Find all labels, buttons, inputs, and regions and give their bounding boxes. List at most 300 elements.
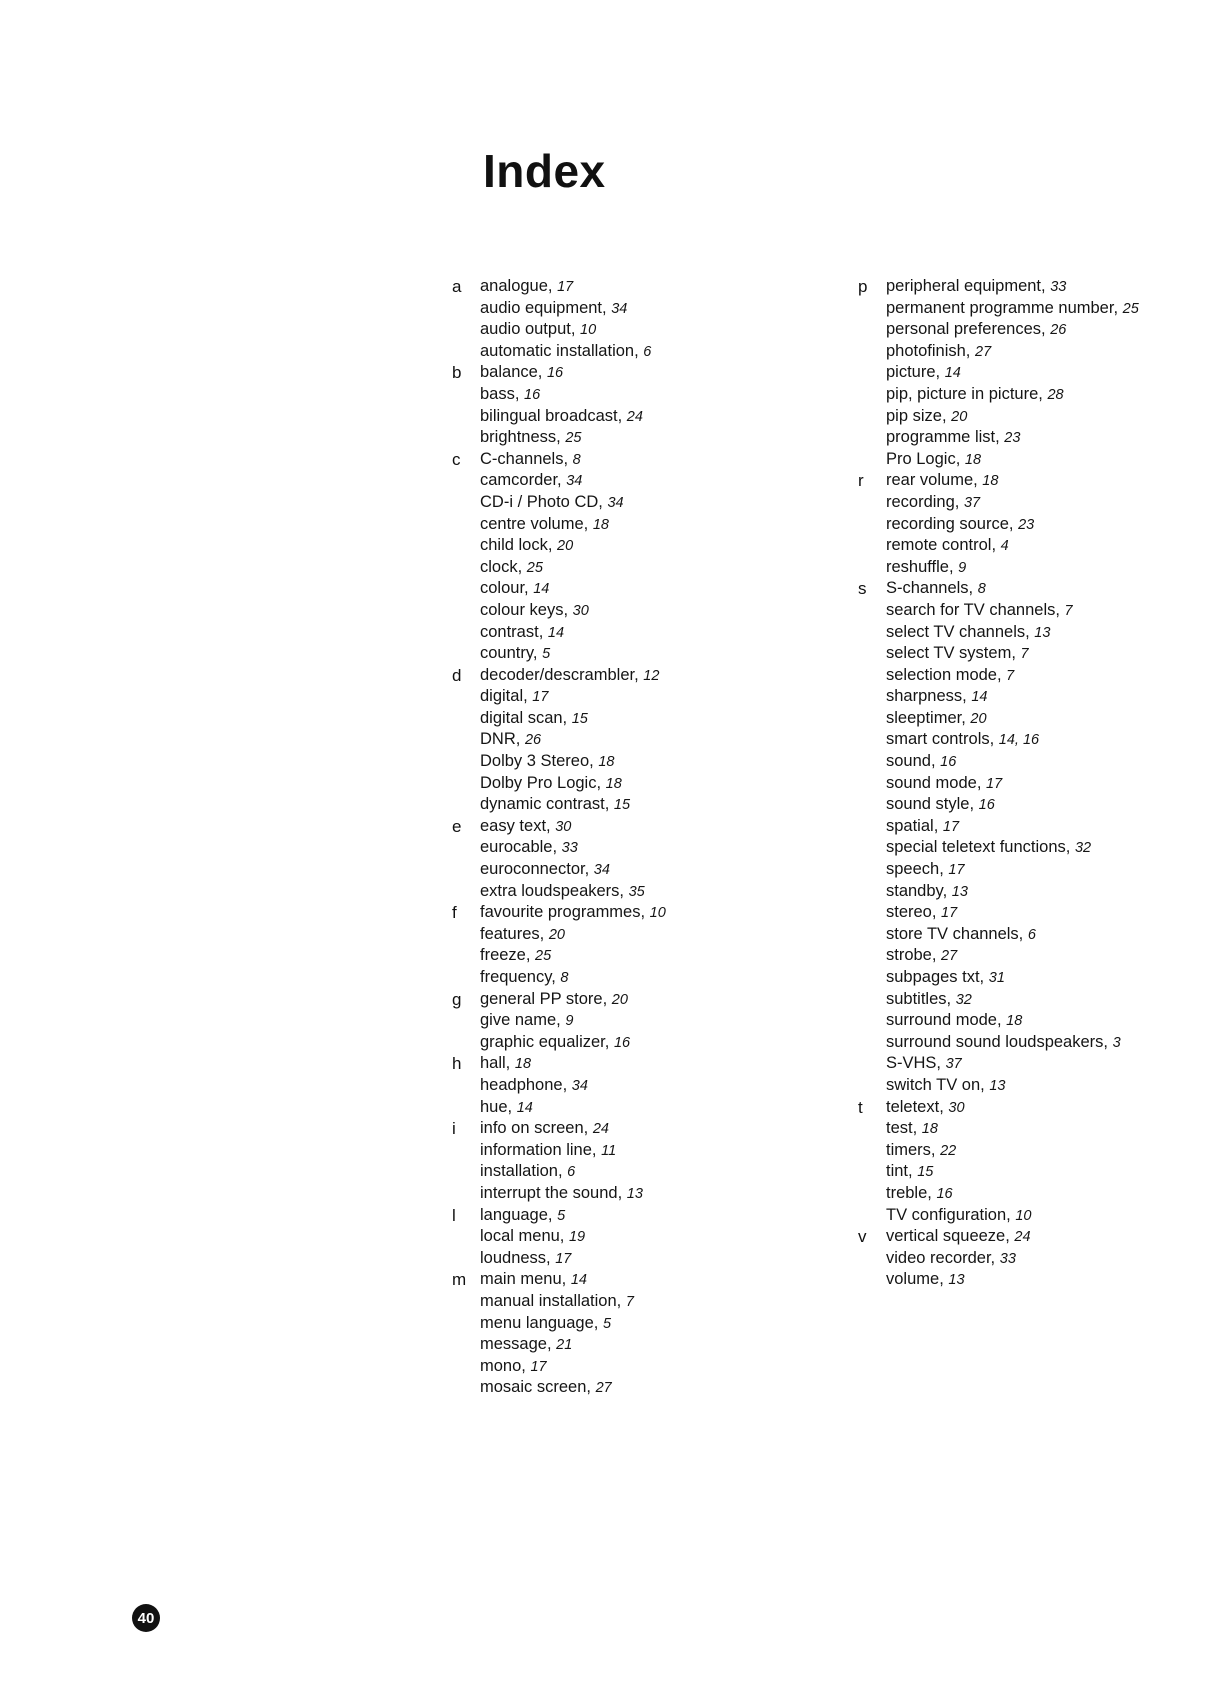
- index-letter: m: [452, 1270, 467, 1290]
- index-page-ref: 5: [602, 1315, 612, 1332]
- index-page-ref: 14, 16: [998, 732, 1040, 749]
- index-page-ref: 28: [1047, 386, 1064, 403]
- index-letter: e: [452, 816, 462, 836]
- index-term: features,: [480, 924, 545, 943]
- index-entry: [886, 643, 1198, 665]
- index-entry: [480, 1356, 912, 1378]
- index-entry: [886, 341, 1198, 363]
- index-letter: g: [452, 989, 462, 1009]
- index-page-ref: 14: [516, 1099, 533, 1116]
- index-letter: b: [452, 363, 462, 383]
- index-entry: [480, 902, 912, 924]
- index-entry: [886, 492, 1198, 514]
- index-letter: p: [858, 277, 868, 296]
- index-letter: a: [452, 277, 462, 296]
- index-page-ref: 16: [546, 365, 564, 382]
- index-term: tint,: [886, 1162, 913, 1181]
- index-page-ref: 23: [1018, 516, 1035, 533]
- index-entry: [480, 989, 912, 1011]
- index-page-ref: 25: [565, 430, 582, 447]
- index-page-ref: 10: [580, 322, 597, 339]
- index-page-ref: 17: [941, 905, 958, 922]
- index-term: country,: [480, 644, 538, 663]
- index-entry: [886, 1097, 1198, 1119]
- index-entry: [886, 600, 1198, 622]
- index-page-ref: 37: [963, 494, 981, 511]
- index-term: camcorder,: [480, 471, 562, 490]
- index-page-ref: 17: [557, 279, 574, 295]
- index-letter: s: [858, 579, 867, 599]
- index-page-ref: 30: [948, 1099, 965, 1116]
- index-term: TV configuration,: [886, 1205, 1011, 1224]
- index-entry: [480, 276, 912, 298]
- index-entry: [480, 1269, 912, 1291]
- index-page-ref: 31: [988, 970, 1005, 986]
- index-term: remote control,: [886, 536, 997, 555]
- index-entry: [480, 492, 912, 514]
- index-group: [452, 362, 912, 448]
- index-letter: r: [858, 471, 864, 491]
- index-entry: [886, 902, 1198, 924]
- index-term: CD-i / Photo CD,: [480, 492, 603, 511]
- index-term: sharpness,: [886, 687, 967, 706]
- index-term: personal preferences,: [886, 320, 1046, 339]
- index-letter: v: [858, 1227, 867, 1247]
- index-term: store TV channels,: [886, 924, 1024, 943]
- index-term: mosaic screen,: [480, 1378, 591, 1397]
- index-term: info on screen,: [480, 1119, 589, 1138]
- index-page-ref: 17: [942, 818, 960, 835]
- index-term: recording source,: [886, 514, 1014, 533]
- index-entry: [480, 924, 912, 946]
- index-entry: [886, 945, 1198, 967]
- index-term: teletext,: [886, 1097, 944, 1116]
- index-entry: [480, 1032, 912, 1054]
- index-entry: [480, 859, 912, 881]
- index-entry: [886, 1075, 1198, 1097]
- index-term: child lock,: [480, 536, 553, 555]
- index-entry: [886, 859, 1198, 881]
- index-term: digital,: [480, 687, 528, 706]
- index-page-ref: 13: [1034, 624, 1051, 641]
- index-entry: [480, 1226, 912, 1248]
- index-entry: [886, 319, 1198, 341]
- index-term: hue,: [480, 1097, 513, 1116]
- index-column-left: [452, 276, 912, 1399]
- index-page-ref: 33: [1050, 279, 1067, 295]
- index-entry: [480, 298, 912, 320]
- index-page-ref: 27: [941, 948, 958, 965]
- index-term: mono,: [480, 1356, 526, 1375]
- index-term: pip size,: [886, 406, 947, 425]
- index-entry: [480, 686, 912, 708]
- index-term: general PP store,: [480, 989, 608, 1008]
- index-page-ref: 14: [570, 1272, 587, 1289]
- index-page-ref: 35: [628, 883, 645, 900]
- index-page-ref: 15: [613, 797, 631, 814]
- index-page-ref: 13: [951, 883, 968, 900]
- index-term: frequency,: [480, 968, 556, 986]
- index-page-ref: 18: [514, 1056, 532, 1073]
- index-page-ref: 14: [944, 365, 961, 382]
- index-entry: [886, 967, 1198, 989]
- index-page-ref: 32: [1074, 840, 1092, 857]
- index-entry: [886, 276, 1198, 298]
- index-page-ref: 17: [986, 775, 1003, 792]
- index-page-ref: 16: [936, 1185, 953, 1202]
- index-entry: [886, 1183, 1198, 1205]
- index-group: [452, 902, 912, 988]
- index-page-ref: 6: [567, 1164, 576, 1181]
- index-page-ref: 26: [524, 732, 542, 749]
- index-entry: [886, 535, 1198, 557]
- index-entry: [480, 1161, 912, 1183]
- index-entry: [480, 794, 912, 816]
- index-page-ref: 24: [1014, 1229, 1031, 1246]
- index-term: easy text,: [480, 816, 551, 835]
- index-entry: [886, 384, 1198, 406]
- index-group: [452, 276, 912, 362]
- index-entry: [886, 1010, 1198, 1032]
- index-term: volume,: [886, 1270, 944, 1289]
- index-entry: [480, 384, 912, 406]
- index-group: [452, 449, 912, 665]
- index-term: sound style,: [886, 795, 975, 814]
- index-entry: [480, 470, 912, 492]
- index-term: automatic installation,: [480, 341, 639, 360]
- index-entry: [886, 622, 1198, 644]
- index-entry: [886, 1140, 1198, 1162]
- index-page-ref: 34: [611, 300, 628, 317]
- index-term: DNR,: [480, 730, 521, 749]
- index-page-ref: 18: [598, 754, 615, 771]
- index-term: subpages txt,: [886, 968, 985, 986]
- index-term: information line,: [480, 1140, 597, 1159]
- index-group: [452, 665, 912, 816]
- index-group: [452, 1053, 912, 1118]
- index-letter: h: [452, 1054, 462, 1074]
- index-page-ref: 18: [1006, 1013, 1023, 1030]
- index-page-ref: 34: [607, 494, 624, 511]
- index-term: centre volume,: [480, 514, 589, 533]
- index-page-ref: 20: [611, 991, 628, 1008]
- index-page-ref: 17: [555, 1250, 572, 1267]
- index-entry: [480, 449, 912, 471]
- index-entry: [886, 514, 1198, 536]
- index-term: analogue,: [480, 277, 553, 295]
- index-page-ref: 25: [1122, 300, 1139, 317]
- index-term: select TV channels,: [886, 622, 1030, 641]
- index-term: special teletext functions,: [886, 838, 1071, 857]
- index-entry: [480, 643, 912, 665]
- index-entry: [480, 773, 912, 795]
- index-entry: [886, 837, 1198, 859]
- index-group: [858, 276, 1198, 470]
- index-page-ref: 13: [948, 1272, 965, 1289]
- index-term: brightness,: [480, 428, 561, 447]
- index-entry: [886, 298, 1198, 320]
- index-entry: [886, 557, 1198, 579]
- index-term: smart controls,: [886, 730, 995, 749]
- index-term: eurocable,: [480, 838, 558, 857]
- index-letter: f: [452, 903, 457, 923]
- index-page-ref: 25: [526, 559, 543, 576]
- index-entry: [886, 1161, 1198, 1183]
- index-entry: [886, 1118, 1198, 1140]
- index-term: photofinish,: [886, 341, 971, 360]
- index-entry: [886, 1269, 1198, 1291]
- index-entry: [480, 1248, 912, 1270]
- index-entry: [480, 514, 912, 536]
- index-page-ref: 21: [556, 1337, 573, 1354]
- index-page-ref: 30: [555, 818, 572, 835]
- index-entry: [886, 773, 1198, 795]
- index-term: selection mode,: [886, 665, 1002, 684]
- index-page-ref: 14: [971, 689, 988, 706]
- index-page-ref: 7: [1006, 667, 1015, 684]
- index-term: main menu,: [480, 1270, 567, 1289]
- index-entry: [480, 341, 912, 363]
- index-entry: [886, 881, 1198, 903]
- index-letter: t: [858, 1097, 863, 1117]
- index-group: [858, 578, 1198, 1096]
- index-page-ref: 20: [970, 710, 987, 727]
- index-page-ref: 13: [626, 1185, 643, 1202]
- index-page-ref: 10: [1015, 1207, 1032, 1224]
- index-group: [452, 1269, 912, 1399]
- index-group: [858, 1226, 1198, 1291]
- index-term: strobe,: [886, 946, 937, 965]
- index-term: programme list,: [886, 428, 1000, 447]
- index-entry: [480, 665, 912, 687]
- index-page-ref: 16: [524, 386, 541, 403]
- index-page-ref: 19: [568, 1229, 586, 1246]
- index-term: sound,: [886, 752, 936, 771]
- index-term: permanent programme number,: [886, 298, 1119, 317]
- index-group: [452, 989, 912, 1054]
- index-term: bilingual broadcast,: [480, 406, 623, 425]
- index-entry: [480, 1291, 912, 1313]
- index-page-ref: 16: [978, 797, 995, 814]
- index-group: [452, 1118, 912, 1204]
- index-term: graphic equalizer,: [480, 1032, 610, 1051]
- index-term: sound mode,: [886, 773, 982, 792]
- index-entry: [480, 1075, 912, 1097]
- index-entry: [886, 1032, 1198, 1054]
- index-entry: [886, 686, 1198, 708]
- index-page-ref: 17: [532, 689, 549, 706]
- index-entry: [480, 1118, 912, 1140]
- index-page-ref: 8: [560, 970, 569, 986]
- index-term: freeze,: [480, 946, 531, 965]
- index-page-ref: 14: [533, 581, 550, 598]
- index-term: colour keys,: [480, 600, 569, 619]
- index-page-ref: 34: [571, 1077, 588, 1094]
- index-term: sleeptimer,: [886, 708, 966, 727]
- index-term: S-VHS,: [886, 1054, 942, 1073]
- index-entry: [886, 1205, 1198, 1227]
- index-term: picture,: [886, 363, 941, 382]
- index-term: recording,: [886, 492, 960, 511]
- index-term: reshuffle,: [886, 557, 954, 576]
- index-term: manual installation,: [480, 1291, 622, 1310]
- index-page-ref: 16: [940, 754, 957, 771]
- index-page-ref: 18: [921, 1121, 938, 1138]
- index-term: audio equipment,: [480, 298, 607, 317]
- index-entry: [886, 816, 1198, 838]
- index-entry: [886, 989, 1198, 1011]
- index-page-ref: 17: [530, 1358, 547, 1375]
- index-entry: [480, 427, 912, 449]
- index-page-ref: 16: [613, 1034, 631, 1051]
- index-term: extra loudspeakers,: [480, 881, 624, 900]
- index-term: switch TV on,: [886, 1075, 985, 1094]
- index-page-ref: 22: [940, 1142, 957, 1159]
- index-term: test,: [886, 1119, 918, 1138]
- index-entry: [886, 924, 1198, 946]
- index-entry: [480, 816, 912, 838]
- index-entry: [480, 967, 912, 989]
- index-page-ref: 20: [557, 538, 574, 555]
- index-term: interrupt the sound,: [480, 1183, 623, 1202]
- index-term: hall,: [480, 1054, 511, 1073]
- index-letter: i: [452, 1119, 456, 1139]
- index-term: colour,: [480, 579, 529, 598]
- index-page-ref: 13: [989, 1077, 1006, 1094]
- index-term: installation,: [480, 1162, 563, 1181]
- index-term: loudness,: [480, 1248, 551, 1267]
- index-page-ref: 8: [977, 581, 986, 598]
- index-term: digital scan,: [480, 708, 568, 727]
- index-page-ref: 5: [557, 1207, 566, 1224]
- index-term: Dolby Pro Logic,: [480, 773, 602, 792]
- index-entry: [480, 945, 912, 967]
- index-term: search for TV channels,: [886, 600, 1060, 619]
- index-letter: c: [452, 449, 461, 469]
- index-page-ref: 7: [625, 1293, 634, 1310]
- index-page-ref: 9: [565, 1013, 574, 1030]
- index-page-ref: 15: [571, 710, 588, 727]
- index-page-ref: 34: [593, 862, 610, 879]
- index-group: [858, 470, 1198, 578]
- index-entry: [480, 751, 912, 773]
- index-page-ref: 18: [982, 473, 999, 490]
- index-page-ref: 6: [643, 343, 652, 360]
- index-page-ref: 4: [1000, 538, 1009, 555]
- index-page-ref: 18: [592, 516, 609, 533]
- index-page-ref: 30: [572, 602, 589, 619]
- index-term: select TV system,: [886, 644, 1016, 663]
- index-page-ref: 3: [1112, 1034, 1121, 1051]
- index-column-right: [858, 276, 1198, 1291]
- index-entry: [886, 794, 1198, 816]
- index-page-ref: 15: [917, 1164, 934, 1181]
- index-page-ref: 25: [535, 948, 552, 965]
- index-term: give name,: [480, 1011, 561, 1030]
- index-entry: [886, 406, 1198, 428]
- index-entry: [480, 881, 912, 903]
- index-page-ref: 10: [649, 905, 666, 922]
- index-term: surround mode,: [886, 1011, 1002, 1030]
- index-term: decoder/descrambler,: [480, 665, 639, 684]
- index-entry: [886, 1053, 1198, 1075]
- index-entry: [480, 1205, 912, 1227]
- index-entry: [886, 427, 1198, 449]
- index-entry: [480, 1313, 912, 1335]
- index-entry: [480, 535, 912, 557]
- index-entry: [480, 1140, 912, 1162]
- index-entry: [480, 362, 912, 384]
- index-entry: [480, 1377, 912, 1399]
- index-term: S-channels,: [886, 579, 974, 598]
- index-entry: [480, 729, 912, 751]
- index-entry: [886, 362, 1198, 384]
- index-term: video recorder,: [886, 1248, 996, 1267]
- index-page-ref: 20: [548, 926, 565, 943]
- index-page-ref: 8: [572, 451, 581, 468]
- index-page-ref: 24: [626, 408, 643, 425]
- index-page-ref: 7: [1020, 646, 1029, 663]
- index-term: message,: [480, 1335, 552, 1354]
- index-term: standby,: [886, 881, 948, 900]
- index-term: stereo,: [886, 903, 937, 922]
- index-term: rear volume,: [886, 471, 978, 490]
- index-entry: [480, 622, 912, 644]
- index-page-ref: 9: [958, 559, 967, 576]
- index-term: favourite programmes,: [480, 903, 646, 922]
- index-page-ref: 7: [1064, 602, 1073, 619]
- index-entry: [886, 470, 1198, 492]
- index-entry: [480, 406, 912, 428]
- index-term: menu language,: [480, 1313, 599, 1332]
- index-page-ref: 34: [566, 473, 583, 490]
- index-page-ref: 18: [964, 451, 982, 468]
- index-page-ref: 27: [595, 1380, 612, 1397]
- index-page-ref: 26: [1050, 322, 1067, 339]
- index-letter: d: [452, 665, 462, 685]
- index-entry: [886, 1248, 1198, 1270]
- index-entry: [480, 557, 912, 579]
- page-title: Index: [483, 145, 606, 197]
- index-entry: [480, 837, 912, 859]
- index-term: spatial,: [886, 816, 939, 835]
- index-term: bass,: [480, 384, 520, 403]
- index-entry: [480, 1183, 912, 1205]
- index-entry: [886, 1226, 1198, 1248]
- index-term: clock,: [480, 557, 523, 576]
- index-entry: [480, 319, 912, 341]
- index-group: [858, 1097, 1198, 1227]
- index-page-ref: 32: [955, 991, 972, 1008]
- index-term: surround sound loudspeakers,: [886, 1032, 1108, 1051]
- index-page-ref: 18: [605, 775, 622, 792]
- index-page-ref: 5: [542, 646, 551, 663]
- index-term: headphone,: [480, 1075, 568, 1094]
- index-page-ref: 11: [601, 1142, 617, 1159]
- index-term: euroconnector,: [480, 860, 590, 879]
- index-entry: [886, 665, 1198, 687]
- index-entry: [480, 708, 912, 730]
- index-entry: [480, 1053, 912, 1075]
- index-term: local menu,: [480, 1227, 565, 1246]
- index-entry: [886, 708, 1198, 730]
- index-entry: [480, 1097, 912, 1119]
- index-term: speech,: [886, 860, 944, 879]
- index-term: treble,: [886, 1183, 932, 1202]
- index-page-ref: 33: [999, 1250, 1016, 1267]
- index-entry: [480, 1334, 912, 1356]
- index-group: [452, 1205, 912, 1270]
